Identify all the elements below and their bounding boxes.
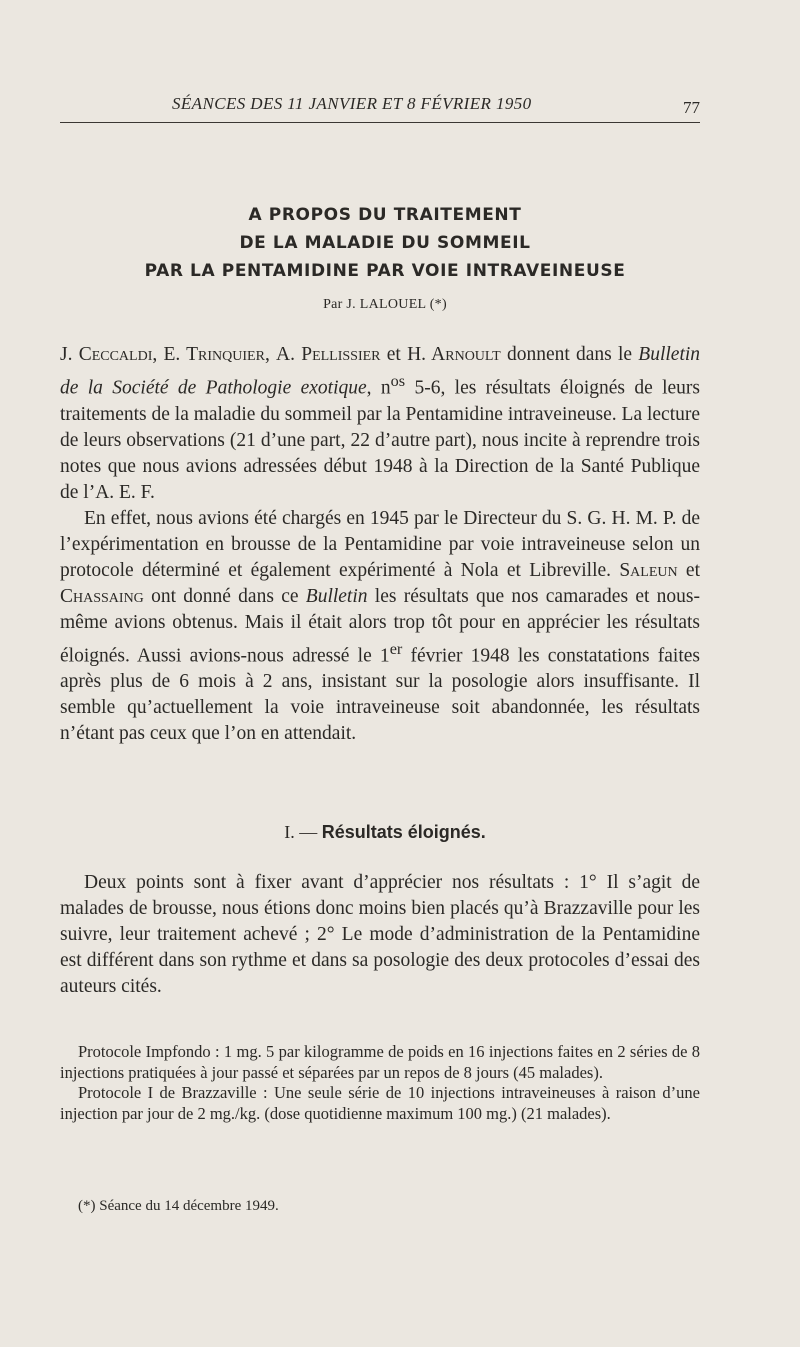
author-ref-saleun: Saleun	[619, 559, 678, 581]
intro-paragraph-2: En effet, nous avions été chargés en 1945 par le Directeur du S. G. H. M. P. de l’expérimentation en brousse de la Pentamidine par voie intraveineuse selon un protocole déterminé et également expérimenté à Nola et Libreville. Saleun et Chassaing ont donné dans ce Bulletin les résultats que nos camarades et nous-même avions obtenus. Mais il était alors trop tôt pour en apprécier les résultats éloignés. Aussi avions-nous adressé le 1er février 1948 les constatations faites après plus de 6 mois à 2 ans, insistant sur la posologie alors insuffisante. Il semble qu’actuellement la voie intraveineuse soit abandonnée, les résultats n’étant pas ceux que l’on en attendait.	[60, 507, 700, 744]
protocol-list	[60, 1042, 700, 1124]
section-heading	[60, 822, 710, 843]
running-head	[60, 92, 700, 123]
article-title-line-3: PAR LA PENTAMIDINE PAR VOIE INTRAVEINEUSE	[144, 261, 626, 281]
article-title-line-2: DE LA MALADIE DU SOMMEIL	[239, 233, 531, 253]
author-ref-ceccaldi: J. Ceccaldi	[60, 344, 153, 365]
section-number: I. —	[284, 822, 322, 842]
author-ref-pellissier: A. Pellissier	[276, 344, 381, 365]
author-ref-trinquier: E. Trinquier	[163, 344, 265, 365]
article-title	[60, 201, 710, 285]
author-ref-arnoult: H. Arnoult	[407, 344, 501, 365]
page-number: 77	[683, 98, 700, 117]
section-paragraph-1: Deux points sont à fixer avant d’apprécier nos résultats : 1° Il s’agit de malades de brousse, nous étions donc moins bien placés qu’à Brazzaville pour les suivre, leur traitement achevé ; 2° Le mode d’administration de la Pentamidine est différent dans son rythme et dans sa posologie des deux protocoles d’essai des auteurs cités.	[60, 872, 700, 997]
journal-ref: Bulletin	[305, 585, 368, 607]
footnote: (*) Séance du 14 décembre 1949.	[78, 1198, 279, 1214]
intro-text	[60, 342, 700, 747]
running-head-title: SÉANCES DES 11 JANVIER ET 8 FÉVRIER 1950	[172, 94, 532, 113]
section-text	[60, 870, 700, 1000]
intro-paragraph-1: J. Ceccaldi, E. Trinquier, A. Pellissier et H. Arnoult donnent dans le Bulletin de la Société de Pathologie exotique, $n^{os}$ 5-6, les résultats éloignés de leurs traitements de la maladie du sommeil par la Pentamidine intraveineuse. La lecture de leurs observations (21 d’une part, 22 d’autre part), nous incite à reprendre trois notes que nous avions adressées début 1948 à la Direction de la Santé Publique de l’A. E. F.	[60, 344, 701, 503]
protocol-impfondo: Protocole Impfondo : 1 mg. 5 par kilogramme de poids en 16 injections faites en 2 séries de 8 injections pratiquées à jour passé et séparées par un repos de 8 jours (45 malades).	[60, 1042, 700, 1082]
author-line: Par J. LALOUEL (*)	[323, 297, 447, 312]
section-title: Résultats éloignés.	[321, 822, 486, 842]
author-ref-chassaing: Chassaing	[60, 585, 144, 607]
journal-title: Bulletin de la Société de Pathologie exotique	[60, 344, 701, 399]
protocol-brazzaville: Protocole I de Brazzaville : Une seule série de 10 injections intraveineuses à raison d’une injection par jour de 2 mg./kg. (dose quotidienne maximum 100 mg.) (21 malades).	[60, 1083, 700, 1123]
article-title-line-1: A PROPOS DU TRAITEMENT	[248, 205, 522, 225]
